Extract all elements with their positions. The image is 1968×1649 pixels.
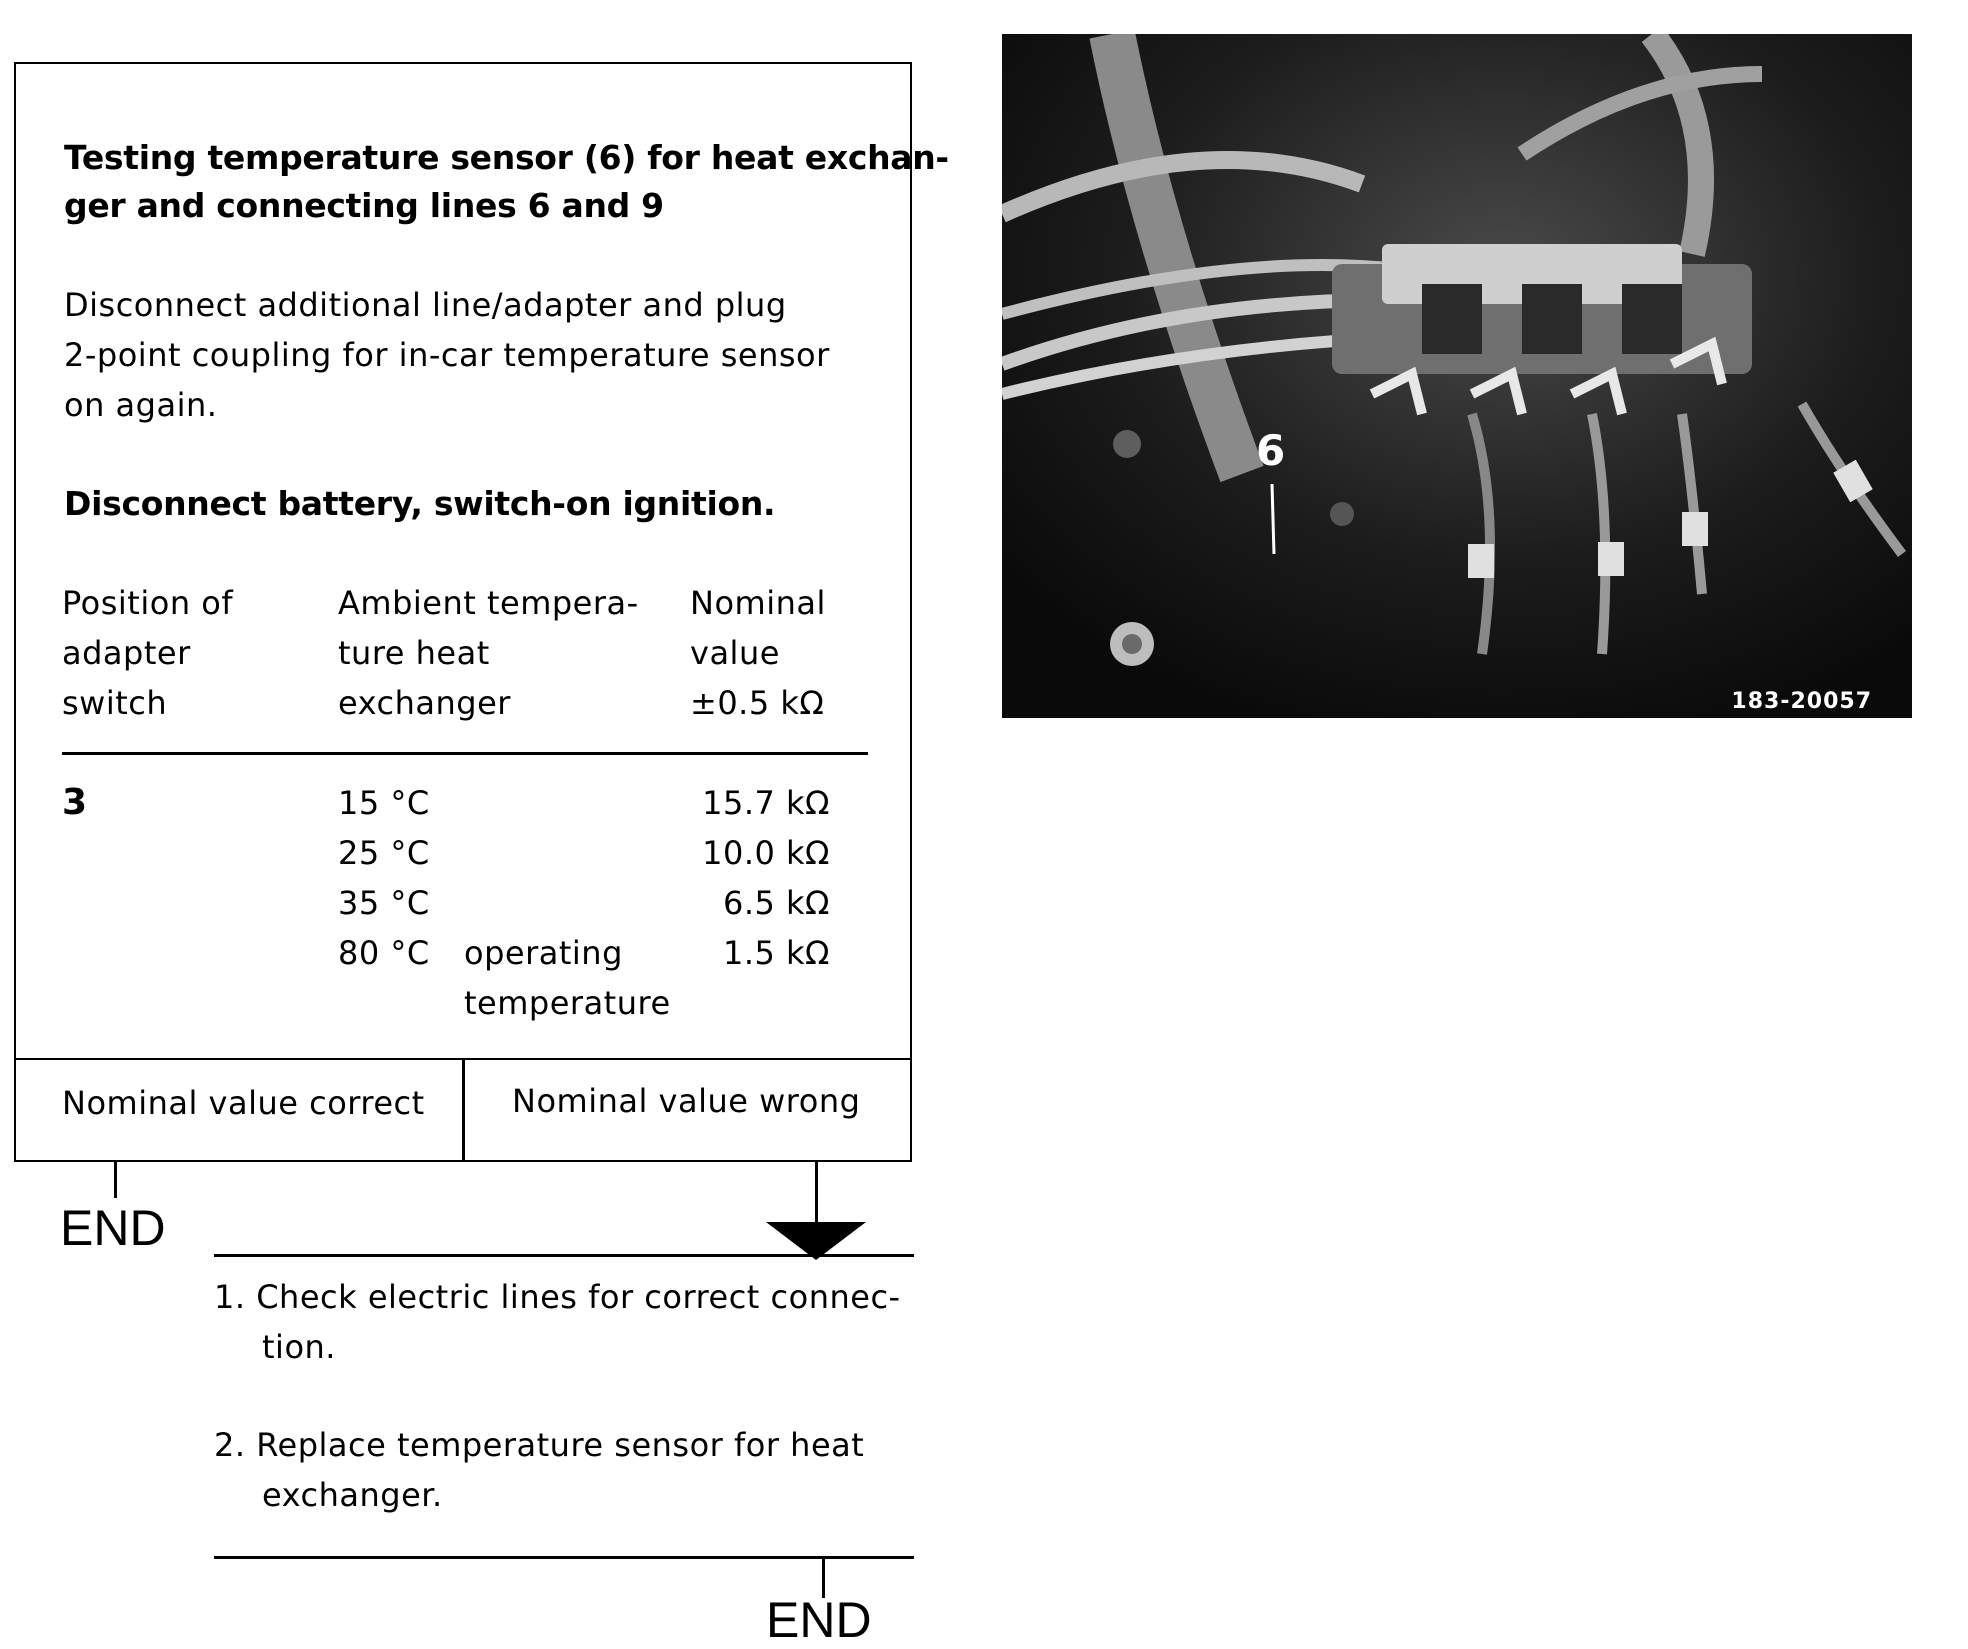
value-row-4: 1.5 kΩ [722,934,830,972]
col2-header-2: ture heat [338,634,490,672]
instruction: Disconnect battery, switch-on ignition. [64,484,776,523]
note-line-1: operating [464,934,623,972]
photo-code: 183-20057 [1731,689,1872,714]
note-line-2: temperature [464,984,671,1022]
wiring-photo-illustration [1002,34,1912,718]
value-row-1: 15.7 kΩ [702,784,830,822]
col3-header-3: ±0.5 kΩ [690,684,825,722]
value-row-2: 10.0 kΩ [702,834,830,872]
intro-line-1: Disconnect additional line/adapter and plug [64,286,787,324]
step-2-line-1: 2. Replace temperature sensor for heat [214,1426,865,1464]
step-1-line-2: tion. [262,1328,336,1366]
temp-row-1: 15 °C [338,784,430,822]
steps-top-rule [214,1254,914,1257]
temp-row-2: 25 °C [338,834,430,872]
intro-line-2: 2-point coupling for in-car temperature sensor [64,336,830,374]
arrow-shaft [815,1162,818,1224]
heading-line-1: Testing temperature sensor (6) for heat exchan- [64,138,949,177]
end-label-left: END [60,1200,166,1256]
col1-header-3: switch [62,684,168,722]
temp-row-3: 35 °C [338,884,430,922]
col2-header-1: Ambient tempera- [338,584,639,622]
end-label-right: END [766,1592,872,1648]
col1-header-2: adapter [62,634,191,672]
position-value: 3 [62,782,88,823]
photo-callout-6: 6 [1256,426,1286,475]
intro-line-3: on again. [64,386,218,424]
col3-header-2: value [690,634,780,672]
col3-header-1: Nominal [690,584,826,622]
result-correct: Nominal value correct [62,1084,425,1122]
value-row-3: 6.5 kΩ [722,884,830,922]
end-connector-left [114,1162,117,1198]
col2-header-3: exchanger [338,684,511,722]
col1-header-1: Position of [62,584,234,622]
component-photo [1002,34,1912,718]
result-wrong: Nominal value wrong [512,1082,861,1120]
temp-row-4: 80 °C [338,934,430,972]
heading-line-2: ger and connecting lines 6 and 9 [64,186,664,225]
table-header-rule [62,752,868,755]
step-1-line-1: 1. Check electric lines for correct connec- [214,1278,901,1316]
step-2-line-2: exchanger. [262,1476,443,1514]
result-divider [462,1060,465,1162]
steps-bottom-rule [214,1556,914,1559]
